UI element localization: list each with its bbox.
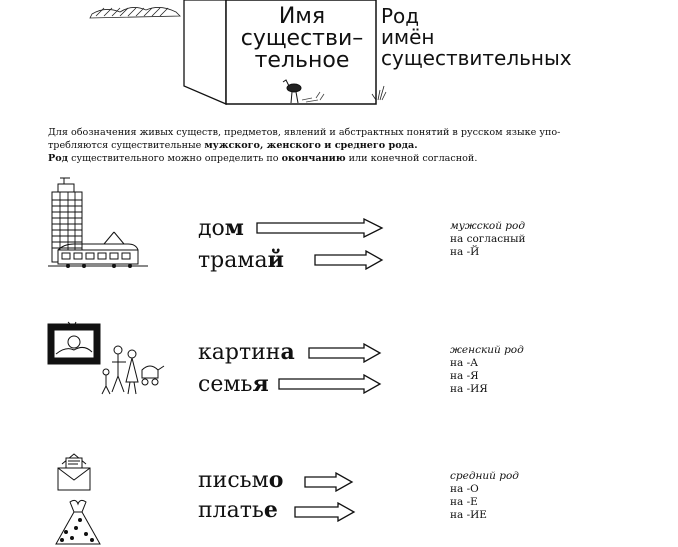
cube-left-face [184, 0, 226, 104]
word-kartina: картина [198, 339, 295, 365]
gender-note-feminine: женский род на -А на -Я на -ИЯ [450, 344, 524, 395]
cloud-hatching [90, 7, 180, 18]
word-semya: семья [198, 371, 269, 397]
arrow-right-icon [256, 218, 384, 238]
arrow-right-icon [314, 250, 384, 270]
title-line: тельное [254, 48, 350, 73]
building-tram-icon [44, 174, 148, 270]
arrow-right-icon [278, 374, 382, 394]
arrow-right-icon [308, 343, 382, 363]
arrow-right-icon [294, 502, 356, 522]
page-title [232, 6, 372, 72]
word-tramvai: трамай [198, 247, 284, 273]
subtitle-line: Род [381, 4, 420, 28]
title-line: существи– [240, 26, 364, 51]
title-line: Имя [278, 4, 326, 29]
gender-note-neuter: средний род на -О на -Е на -ИЕ [450, 470, 519, 521]
intro-paragraph: Для обозначения живых существ, предметов, явлений и абстрактных понятий в русском языке упо- требляются существительные мужского, женского и среднего рода. Род существительного можно определить по окончанию или конечной согласной. [48, 127, 561, 164]
gender-note-masculine: мужской род на согласный на -Й [450, 220, 526, 258]
word-dom: дом [198, 215, 244, 241]
subtitle-line: имён [381, 25, 435, 49]
arrow-right-icon [304, 472, 354, 492]
subtitle-line: существительных [381, 46, 572, 70]
letter-dress-icon [50, 450, 120, 547]
page-subtitle [381, 6, 572, 69]
word-platye: платье [198, 497, 278, 523]
word-pismo: письмо [198, 467, 284, 493]
picture-family-icon [46, 320, 166, 400]
